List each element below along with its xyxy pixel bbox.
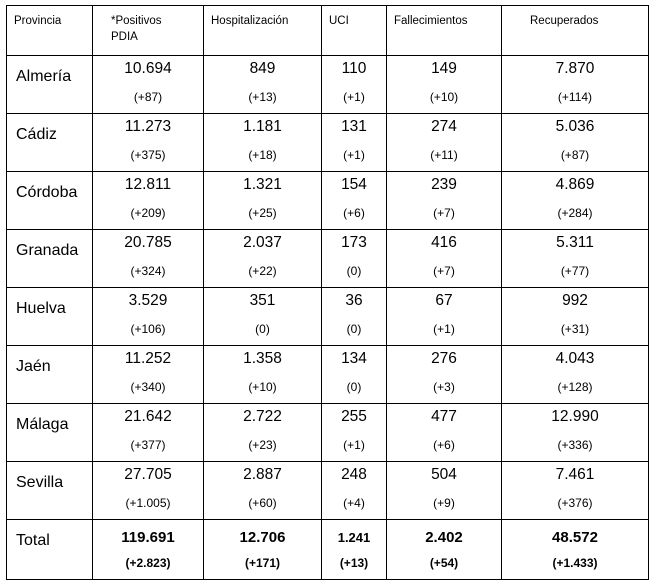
- provinces-data-table: [6, 5, 649, 580]
- hospitalizacion-cell: [204, 114, 322, 172]
- recuperados-cell: [502, 520, 649, 580]
- fallecimientos-value: 477: [431, 408, 457, 425]
- header-recuperados: Recuperados: [502, 6, 649, 56]
- fallecimientos-value: 239: [431, 176, 457, 193]
- uci-delta: (+4): [343, 496, 365, 510]
- provincia-name: Córdoba: [16, 184, 78, 201]
- provincia-cell: [7, 520, 93, 580]
- provincia-name: Granada: [16, 242, 79, 259]
- uci-delta: (+13): [339, 556, 369, 570]
- positivos-cell: [93, 404, 204, 462]
- positivos-value: 119.691: [121, 529, 175, 546]
- positivos-delta: (+209): [130, 206, 166, 220]
- recuperados-cell: [502, 404, 649, 462]
- uci-delta: (+1): [343, 438, 365, 452]
- recuperados-value: 48.572: [552, 529, 598, 546]
- hospitalizacion-value: 2.037: [243, 234, 282, 251]
- positivos-cell: [93, 462, 204, 520]
- fallecimientos-value: 2.402: [425, 529, 463, 546]
- uci-cell: [322, 346, 387, 404]
- provincia-name: Sevilla: [16, 474, 64, 491]
- provincia-name: Huelva: [16, 300, 66, 317]
- uci-value: 131: [341, 118, 367, 135]
- provincia-name: Jaén: [16, 358, 51, 375]
- recuperados-delta: (+31): [560, 322, 590, 336]
- hospitalizacion-cell: [204, 56, 322, 114]
- fallecimientos-value: 276: [431, 350, 457, 367]
- positivos-delta: (+106): [130, 322, 166, 336]
- uci-delta: (+1): [343, 90, 365, 104]
- hospitalizacion-cell: [204, 346, 322, 404]
- hospitalizacion-cell: [204, 288, 322, 346]
- positivos-delta: (+377): [130, 438, 166, 452]
- provincia-cell: [7, 230, 93, 288]
- recuperados-value: 12.990: [551, 408, 599, 425]
- provincia-cell: [7, 114, 93, 172]
- fallecimientos-value: 67: [435, 292, 453, 309]
- positivos-delta: (+2.823): [125, 556, 171, 570]
- provincia-cell: [7, 56, 93, 114]
- fallecimientos-delta: (+3): [433, 380, 455, 394]
- header-fallecimientos: Fallecimientos: [387, 6, 502, 56]
- covid-andalucia-table-container: [6, 5, 649, 580]
- uci-delta: (0): [346, 264, 362, 278]
- table-row: [7, 172, 649, 230]
- provincia-cell: [7, 172, 93, 230]
- fallecimientos-value: 504: [431, 466, 457, 483]
- hospitalizacion-delta: (+60): [248, 496, 277, 510]
- positivos-delta: (+324): [130, 264, 166, 278]
- uci-value: 1.241: [337, 530, 371, 545]
- header-row: [7, 6, 649, 56]
- recuperados-value: 4.043: [555, 350, 595, 367]
- recuperados-delta: (+284): [557, 206, 593, 220]
- recuperados-value: 7.870: [555, 60, 595, 77]
- recuperados-value: 5.311: [556, 234, 594, 251]
- positivos-value: 20.785: [124, 234, 172, 251]
- fallecimientos-cell: [387, 520, 502, 580]
- positivos-value: 12.811: [124, 176, 172, 193]
- uci-cell: [322, 462, 387, 520]
- positivos-cell: [93, 114, 204, 172]
- fallecimientos-delta: (+6): [433, 438, 455, 452]
- hospitalizacion-cell: [204, 462, 322, 520]
- positivos-value: 21.642: [124, 408, 172, 425]
- hospitalizacion-cell: [204, 172, 322, 230]
- positivos-cell: [93, 56, 204, 114]
- uci-value: 248: [341, 466, 367, 483]
- recuperados-value: 7.461: [555, 466, 595, 483]
- hospitalizacion-value: 1.358: [243, 350, 282, 367]
- recuperados-cell: [502, 114, 649, 172]
- recuperados-cell: [502, 172, 649, 230]
- provincia-name: Almería: [16, 68, 72, 85]
- hospitalizacion-value: 1.321: [243, 176, 282, 193]
- total-row: [7, 520, 649, 580]
- recuperados-value: 4.869: [555, 176, 595, 193]
- provincia-cell: [7, 346, 93, 404]
- recuperados-cell: [502, 288, 649, 346]
- fallecimientos-delta: (+7): [433, 264, 455, 278]
- uci-value: 36: [345, 292, 363, 309]
- uci-cell: [322, 404, 387, 462]
- uci-cell: [322, 172, 387, 230]
- fallecimientos-value: 274: [431, 118, 457, 135]
- provincia-name: Málaga: [16, 416, 69, 433]
- recuperados-delta: (+77): [560, 264, 590, 278]
- table-row: [7, 230, 649, 288]
- fallecimientos-cell: [387, 172, 502, 230]
- positivos-cell: [93, 520, 204, 580]
- recuperados-delta: (+128): [557, 380, 593, 394]
- uci-value: 134: [341, 350, 367, 367]
- fallecimientos-cell: [387, 230, 502, 288]
- provincia-cell: [7, 404, 93, 462]
- uci-value: 255: [341, 408, 367, 425]
- positivos-cell: [93, 172, 204, 230]
- hospitalizacion-delta: (+10): [248, 380, 277, 394]
- positivos-cell: [93, 230, 204, 288]
- hospitalizacion-cell: [204, 520, 322, 580]
- uci-value: 173: [341, 234, 367, 251]
- positivos-value: 11.273: [124, 118, 172, 135]
- hospitalizacion-delta: (+22): [248, 264, 277, 278]
- fallecimientos-value: 416: [431, 234, 457, 251]
- recuperados-cell: [502, 462, 649, 520]
- hospitalizacion-value: 2.722: [243, 408, 282, 425]
- fallecimientos-delta: (+54): [429, 556, 459, 570]
- fallecimientos-delta: (+7): [433, 206, 455, 220]
- table-row: [7, 56, 649, 114]
- positivos-delta: (+340): [130, 380, 166, 394]
- table-row: [7, 114, 649, 172]
- positivos-value: 11.252: [124, 350, 172, 367]
- recuperados-cell: [502, 346, 649, 404]
- hospitalizacion-delta: (+25): [248, 206, 277, 220]
- recuperados-cell: [502, 230, 649, 288]
- hospitalizacion-delta: (+13): [248, 90, 277, 104]
- positivos-cell: [93, 346, 204, 404]
- recuperados-cell: [502, 56, 649, 114]
- recuperados-value: 5.036: [555, 118, 595, 135]
- positivos-delta: (+1.005): [125, 496, 171, 510]
- fallecimientos-cell: [387, 346, 502, 404]
- fallecimientos-cell: [387, 288, 502, 346]
- fallecimientos-cell: [387, 462, 502, 520]
- fallecimientos-delta: (+1): [433, 322, 455, 336]
- recuperados-delta: (+1.433): [552, 556, 598, 570]
- fallecimientos-cell: [387, 114, 502, 172]
- positivos-value: 3.529: [128, 292, 168, 309]
- header-uci: UCI: [322, 6, 387, 56]
- positivos-delta: (+87): [133, 90, 163, 104]
- recuperados-delta: (+376): [557, 496, 593, 510]
- hospitalizacion-value: 12.706: [239, 529, 286, 546]
- hospitalizacion-delta: (0): [255, 322, 270, 336]
- hospitalizacion-value: 849: [249, 60, 276, 77]
- uci-delta: (0): [346, 322, 362, 336]
- hospitalizacion-delta: (+18): [248, 148, 277, 162]
- table-body: [7, 56, 649, 580]
- positivos-cell: [93, 288, 204, 346]
- provincia-name: Cádiz: [16, 126, 57, 143]
- fallecimientos-delta: (+10): [429, 90, 459, 104]
- hospitalizacion-value: 351: [249, 292, 276, 309]
- fallecimientos-delta: (+9): [433, 496, 455, 510]
- recuperados-delta: (+87): [560, 148, 590, 162]
- uci-cell: [322, 288, 387, 346]
- recuperados-value: 992: [562, 292, 588, 309]
- uci-cell: [322, 520, 387, 580]
- fallecimientos-value: 149: [431, 60, 457, 77]
- uci-cell: [322, 230, 387, 288]
- fallecimientos-cell: [387, 404, 502, 462]
- hospitalizacion-delta: (+171): [244, 556, 281, 570]
- uci-delta: (+1): [343, 148, 365, 162]
- uci-value: 110: [341, 60, 367, 77]
- hospitalizacion-cell: [204, 404, 322, 462]
- header-positivos: *Positivos PDIA: [93, 6, 204, 56]
- positivos-value: 27.705: [124, 466, 172, 483]
- uci-cell: [322, 56, 387, 114]
- table-row: [7, 404, 649, 462]
- fallecimientos-cell: [387, 56, 502, 114]
- fallecimientos-delta: (+11): [430, 148, 458, 162]
- positivos-value: 10.694: [124, 60, 172, 77]
- provincia-name: Total: [16, 532, 50, 549]
- header-provincia: Provincia: [7, 6, 93, 56]
- provincia-cell: [7, 288, 93, 346]
- hospitalizacion-cell: [204, 230, 322, 288]
- table-row: [7, 462, 649, 520]
- hospitalizacion-value: 1.181: [243, 118, 282, 135]
- positivos-delta: (+375): [130, 148, 166, 162]
- recuperados-delta: (+114): [557, 90, 593, 104]
- uci-delta: (+6): [343, 206, 365, 220]
- header-hospitalizacion: Hospitalización: [204, 6, 322, 56]
- hospitalizacion-delta: (+23): [248, 438, 277, 452]
- table-row: [7, 288, 649, 346]
- uci-value: 154: [341, 176, 367, 193]
- table-row: [7, 346, 649, 404]
- recuperados-delta: (+336): [557, 438, 593, 452]
- hospitalizacion-value: 2.887: [243, 466, 282, 483]
- provincia-cell: [7, 462, 93, 520]
- uci-delta: (0): [346, 380, 362, 394]
- uci-cell: [322, 114, 387, 172]
